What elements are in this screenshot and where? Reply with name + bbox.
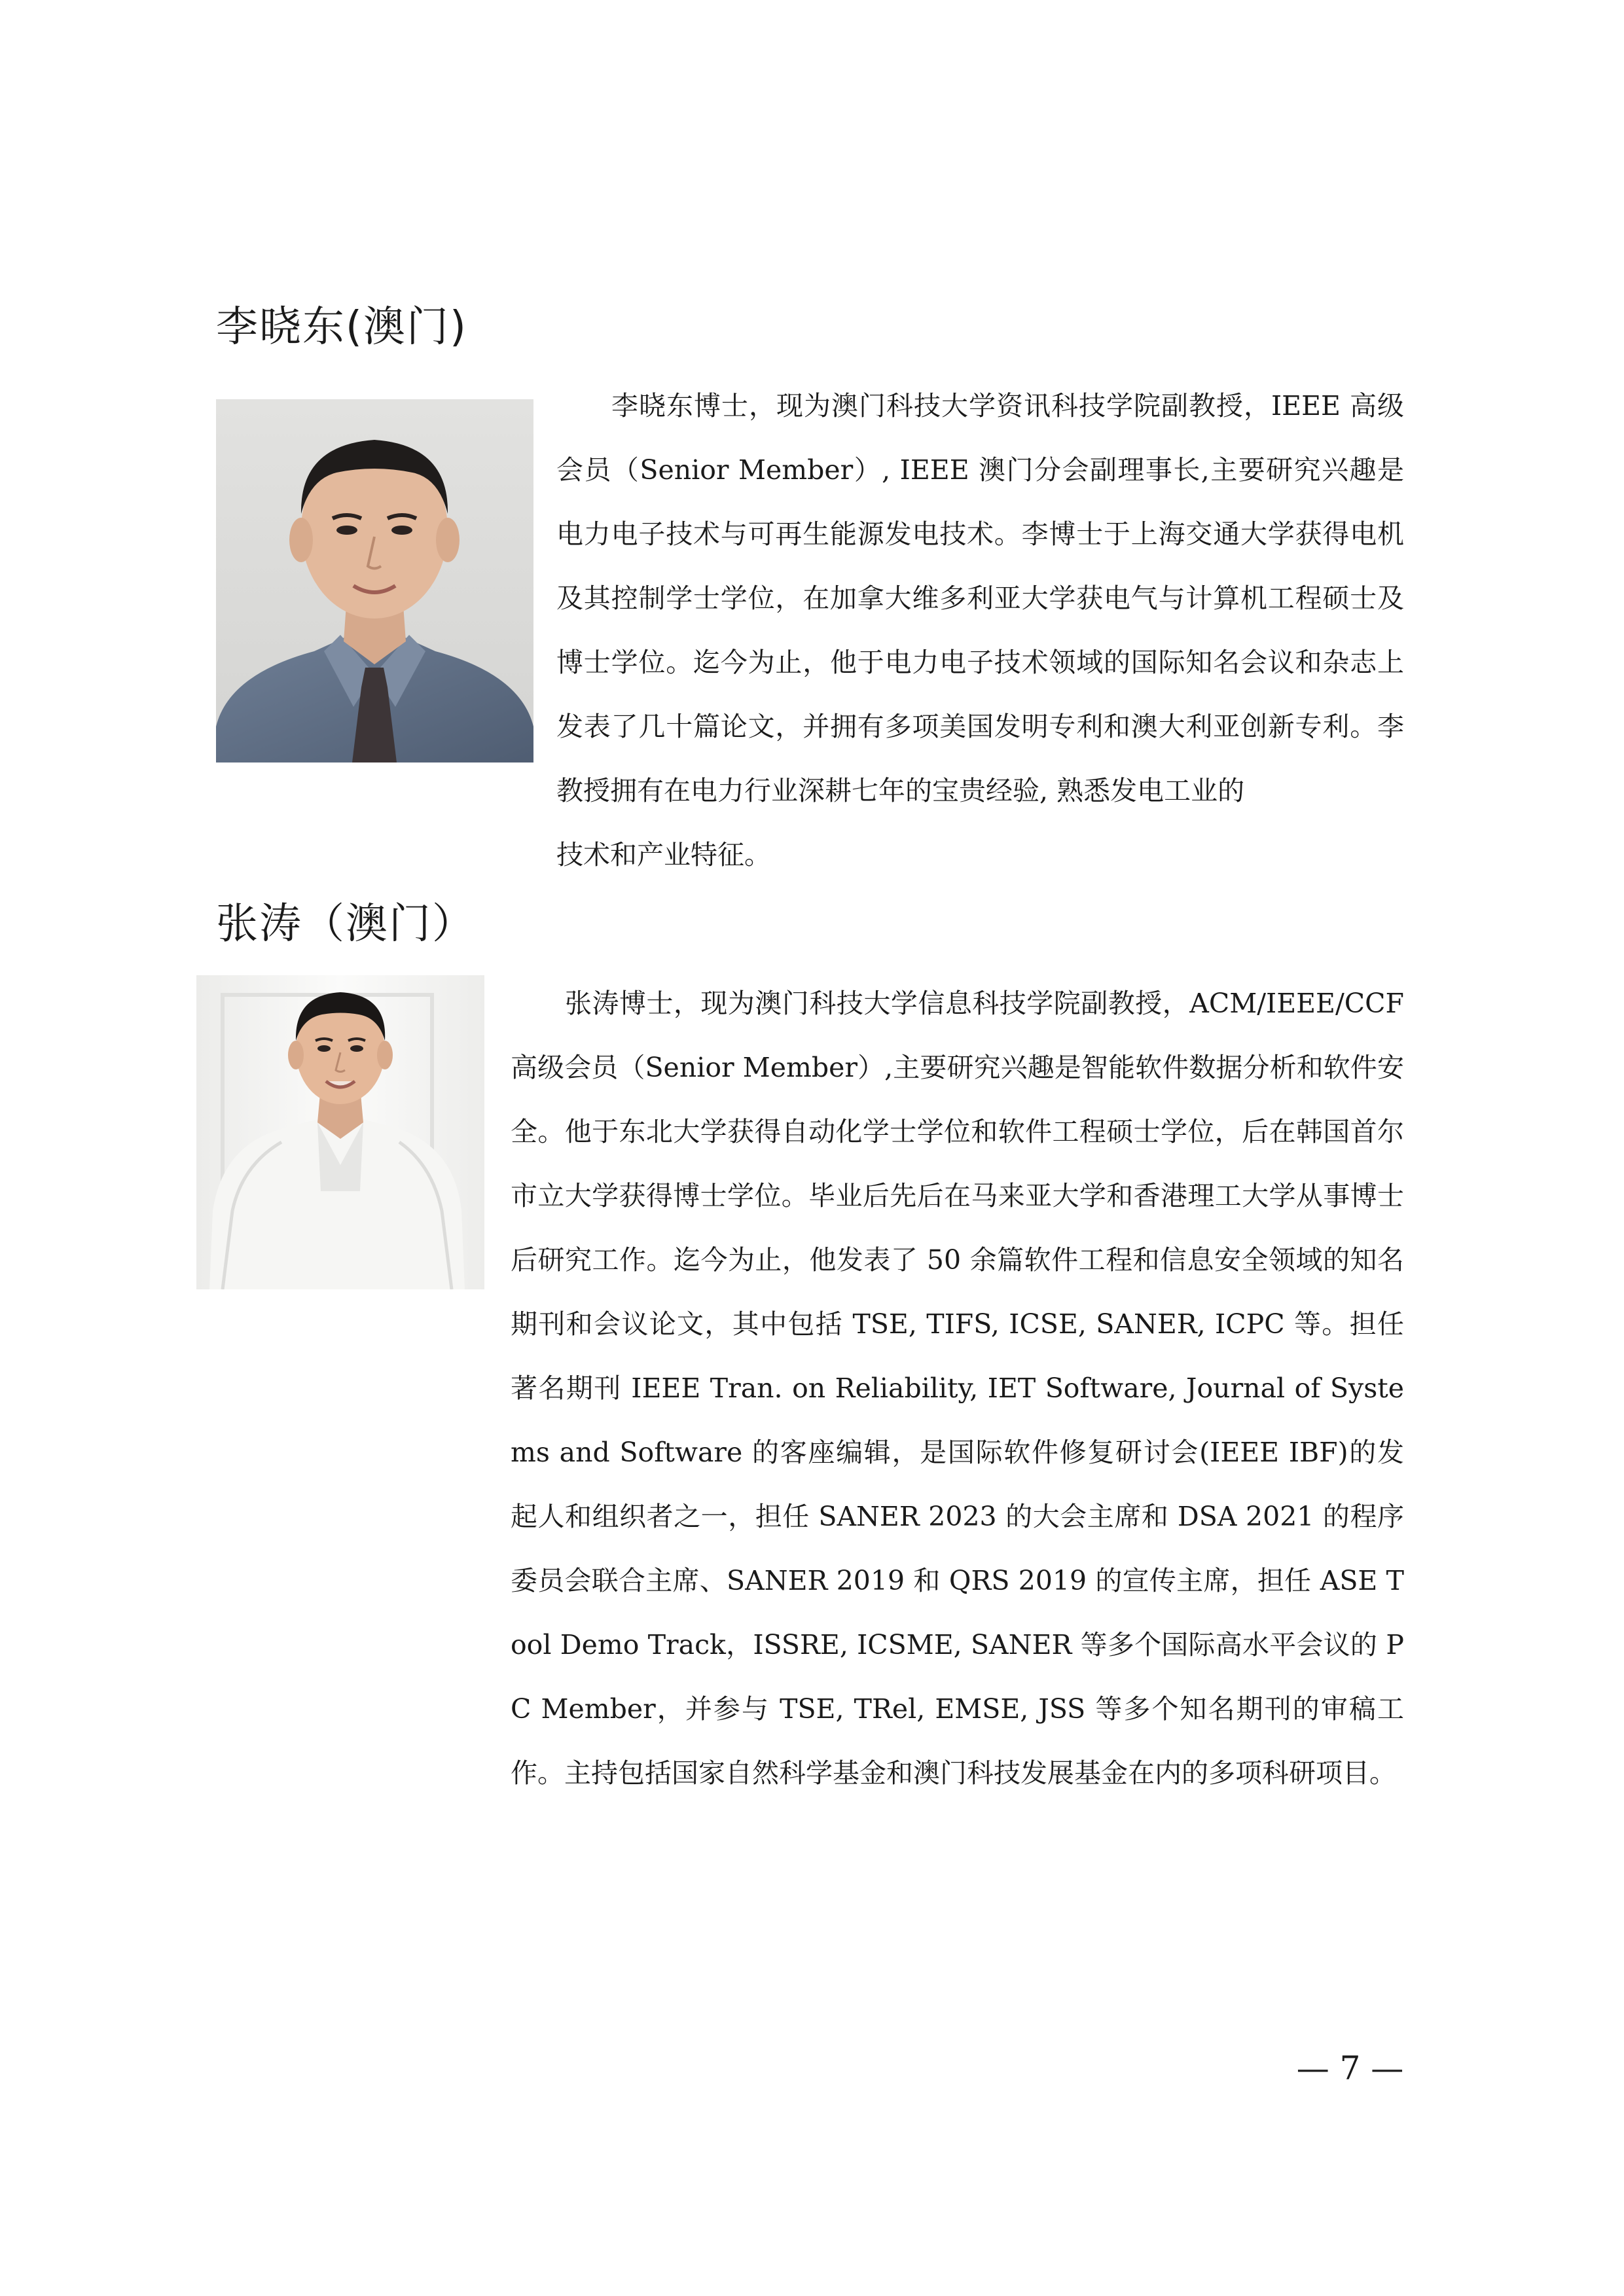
profile-name-zhang-tao: 张涛（澳门）	[216, 900, 475, 948]
portrait-photo-zhang-tao	[196, 975, 484, 1289]
profile-name-li-xiaodong: 李晓东(澳门)	[216, 303, 467, 351]
page-number: — 7 —	[1296, 2049, 1404, 2087]
profile-bio-li-xiaodong: 李晓东博士，现为澳门科技大学资讯科技学院副教授，IEEE 高级会员（Senior Member）, IEEE 澳门分会副理事长,主要研究兴趣是电力电子技术与可再生能源发电技术。李博士于上海交通大学获得电机及其控制学士学位，在加拿大维多利亚大学获电气与计算机工程硕士及博士学位。迄今为止，他于电力电子技术领域的国际知名会议和杂志上发表了几十篇论文，并拥有多项美国发明专利和澳大利亚创新专利。李教授拥有在电力行业深耕七年的宝贵经验, 熟悉发电工业的 技术和产业特征。	[556, 390, 1404, 870]
portrait-photo-li-xiaodong	[216, 399, 533, 762]
profile-bio-zhang-tao: 张涛博士，现为澳门科技大学信息科技学院副教授，ACM/IEEE/CCF 高级会员（Senior Member）,主要研究兴趣是智能软件数据分析和软件安全。他于东北大学获得自动化学士学位和软件工程硕士学位，后在韩国首尔市立大学获得博士学位。毕业后先后在马来亚大学和香港理工大学从事博士后研究工作。迄今为止，他发表了 50 余篇软件工程和信息安全领域的知名期刊和会议论文，其中包括 TSE, TIFS, ICSE, SANER, ICPC 等。担任著名期刊 IEEE Tran. on Reliability, IET Software, Journal of Systems and Software 的客座编辑，是国际软件修复研讨会(IEEE IBF)的发起人和组织者之一，担任 SANER 2023 的大会主席和 DSA 2021 的程序委员会联合主席、SANER 2019 和 QRS 2019 的宣传主席，担任 ASE Tool Demo Track，ISSRE, ICSME, SANER 等多个国际高水平会议的 PC Member，并参与 TSE, TRel, EMSE, JSS 等多个知名期刊的审稿工作。主持包括国家自然科学基金和澳门科技发展基金在内的多项科研项目。	[511, 988, 1404, 1789]
